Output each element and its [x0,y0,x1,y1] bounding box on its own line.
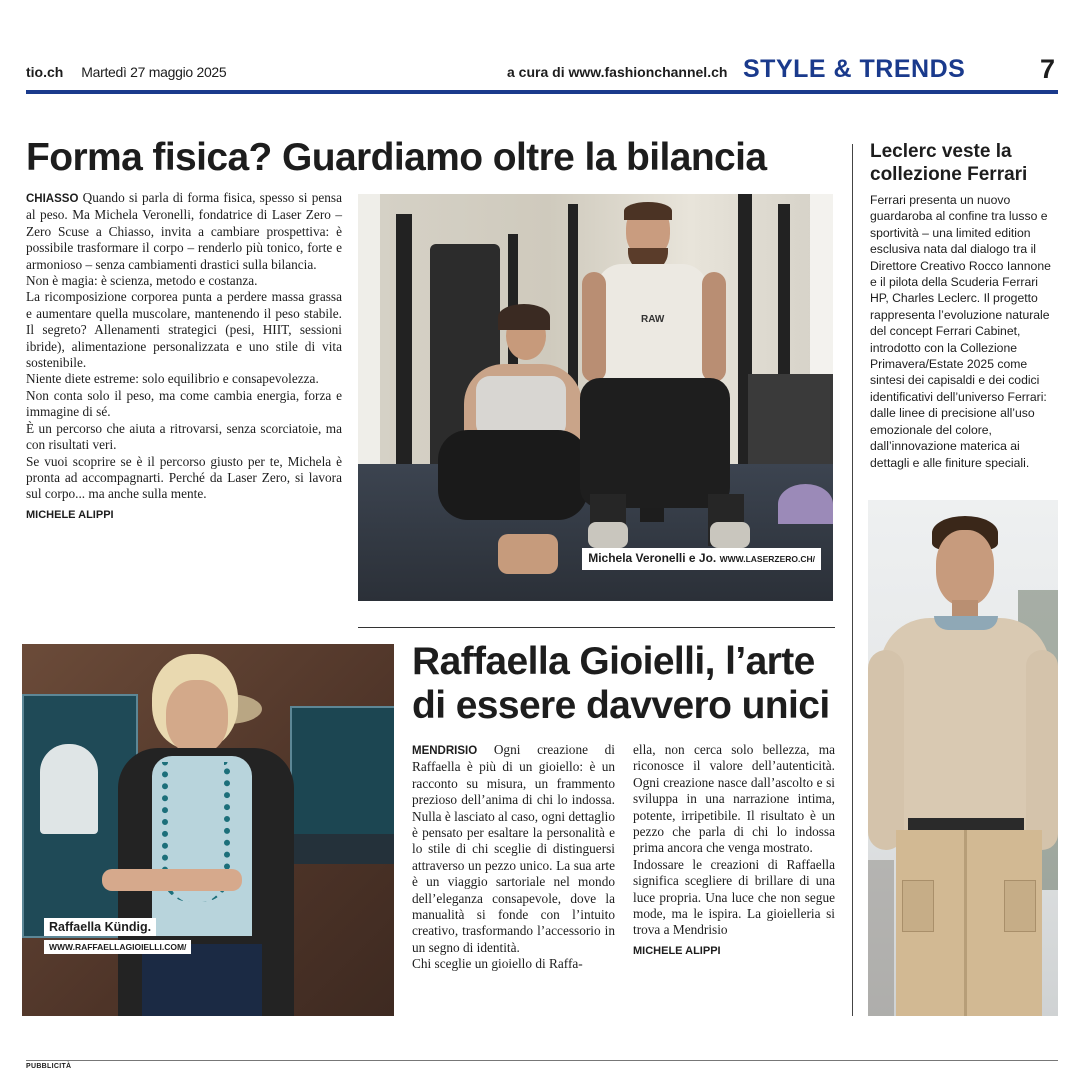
article2-column-1 [412,742,615,973]
jewelry-photo-caption: Raffaella Kündig. [44,918,156,936]
article1-paragraph: Niente diete estreme: solo equilibrio e consapevolezza. [26,371,319,387]
article1-paragraph: Se vuoi scoprire se è il percorso giusto per te, Michela è pronta ad accompagnarti. Perché da Laser Zero, si lavora sul corpo... ma anche sulla mente. [26,453,342,502]
footer-rule [26,1060,1058,1061]
gym-photo-url: WWW.LASERZERO.CH/ [719,554,815,564]
section-credit: a cura di www.fashionchannel.ch [507,64,728,80]
article2-paragraph: ella, non cerca solo bellezza, ma riconosce il valore dell’autenticità. Ogni creazione nasce dall’ascolto e si sviluppa in una narrazione intima, potente, irripetibile. Il risultato è un pezzo che parla di chi lo indossa prima ancora che venga mostrato. [633,742,835,856]
sidebar-divider [852,144,853,1016]
article-divider [358,627,835,628]
gym-photo-caption: Michela Veronelli e Jo. WWW.LASERZERO.CH/ [582,548,821,570]
header-rule [26,90,1058,94]
article1-paragraph: Non è magia: è scienza, metodo e costanza. [26,273,258,289]
masthead-left [26,64,226,80]
issue-date: Martedì 27 maggio 2025 [81,64,227,80]
article1-paragraph: CHIASSO Quando si parla di forma fisica, spesso si pensa al peso. Ma Michela Veronelli, fondatrice di Laser Zero – Zero Scuse a Chiasso, invita a cambiare prospettiva: è possibile trasformare il corpo – renderlo più tonico, forte e armonioso – senza cambiamenti drastici sulla bilancia. [26,190,342,272]
page-number: 7 [1040,54,1056,84]
article2-kicker: MENDRISIO [412,745,478,757]
advertising-label: PUBBLICITÀ [26,1063,72,1070]
sidebar-headline: Leclerc veste la collezione Ferrari [870,141,1028,185]
article2-paragraph: Chi sceglie un gioiello di Raffa- [412,956,583,972]
jewelry-photo-url: WWW.RAFFAELLAGIOIELLI.COM/ [44,940,191,954]
section-title: STYLE & TRENDS [743,55,966,83]
site-name: tio.ch [26,64,64,80]
article2-byline: MICHELE ALIPPI [633,944,721,957]
sidebar-body: Ferrari presenta un nuovo guardaroba al confine tra lusso e sportività – una limited edition esclusiva nata dal dialogo tra il Direttore Creativo Rocco Iannone e il pilota della Scuderia Ferrari HP, Charles Leclerc. Il progetto rappresenta l’evoluzione naturale del concept Ferrari Cabinet, introdotto con la Collezione Primavera/Estate 2025 come sintesi dei capisaldi e dei codici identificativi dell’universo Ferrari: dalle linee di precisione all’uso emozionale del colore, dall’innovazione materica ai dettagli e alle finiture speciali. [870,193,1051,470]
article2-column-2 [633,742,835,959]
article1-paragraph: Non conta solo il peso, ma come cambia energia, forza e immagine di sé. [26,387,342,420]
article2-paragraph: MENDRISIO Ogni creazione di Raffaella è più di un gioiello: è un racconto su misura, un frammento prezioso dell’anima di chi lo indossa. Nulla è lasciato al caso, ogni dettaglio è pensato per esaltare la personalità e lo stile di chi sceglie di distinguersi attraverso un pezzo unico. La sua arte è un viaggio sartoriale nel mondo dell’eleganza consapevole, dove la manualità si fonde con l’intuito creativo, trasformando l’accessorio in un segno di identità. [412,742,615,955]
jewelry-photo [22,644,394,1016]
leclerc-photo [868,500,1058,1016]
article1-byline: MICHELE ALIPPI [26,508,114,521]
shirt-logo: RAW [641,314,665,325]
gym-photo [358,194,833,601]
article2-headline: Raffaella Gioielli, l’arte di essere davvero unici [412,640,830,727]
article1-paragraph: È un percorso che aiuta a ritrovarsi, senza scorciatoie, ma con risultati veri. [26,420,342,453]
article1-body [26,190,342,523]
article1-kicker: CHIASSO [26,193,79,205]
article1-headline: Forma fisica? Guardiamo oltre la bilancia [26,136,767,179]
article2-paragraph: Indossare le creazioni di Raffaella significa scegliere di brillare di una luce propria. Una luce che non segue mode, ma le ispira. La gioielleria si trova a Mendrisio [633,856,835,938]
article1-paragraph: La ricomposizione corporea punta a perdere massa grassa e aumentare quella muscolare, mantenendo il peso stabile. Il segreto? Allenamenti strategici (pesi, HIIT, sessioni ibride), alimentazione personalizzata e uno stile di vita sostenibile. [26,289,342,371]
